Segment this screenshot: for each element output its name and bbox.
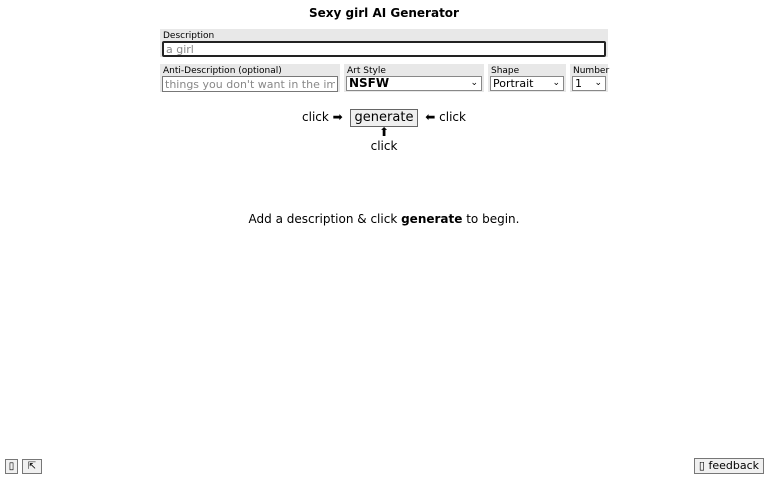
click-below-hint: click [370,139,398,153]
menu-button[interactable] [5,459,18,474]
feedback-icon: ▯ [698,459,705,472]
click-right-hint: ⬅ click [425,110,466,124]
art-style-value: NSFW [349,76,390,90]
chevron-down-icon: ⌄ [470,78,478,88]
shape-select[interactable] [490,76,564,91]
art-style-label: Art Style [347,66,386,76]
click-left-hint: click ➡ [302,110,343,124]
up-arrow-icon: ⬆ [378,125,390,139]
menu-icon: ▯ [8,461,15,472]
art-style-panel [344,64,484,92]
expand-icon: ⇱ [27,461,37,472]
art-style-select[interactable] [346,76,482,91]
number-select[interactable] [572,76,606,91]
generate-button[interactable]: generate [350,109,419,127]
feedback-label: feedback [708,459,759,472]
chevron-down-icon: ⌄ [552,78,560,88]
chevron-down-icon: ⌄ [594,78,602,88]
description-input[interactable] [162,41,606,57]
hint-before: Add a description & click [248,212,402,226]
page-title: Sexy girl AI Generator [309,6,459,20]
begin-hint [0,212,768,226]
feedback-button[interactable] [694,458,764,474]
number-label: Number [573,66,610,76]
number-value: 1 [575,77,582,90]
expand-button[interactable] [22,459,42,474]
anti-description-label: Anti-Description (optional) [163,66,282,76]
shape-label: Shape [491,66,520,76]
anti-description-input[interactable] [162,76,338,92]
hint-bold: generate [401,212,463,226]
shape-panel [488,64,566,92]
hint-after: to begin. [462,212,520,226]
description-label: Description [163,31,215,41]
anti-description-panel [160,64,340,92]
number-panel [570,64,608,92]
shape-value: Portrait [493,77,534,90]
description-panel [160,29,608,57]
